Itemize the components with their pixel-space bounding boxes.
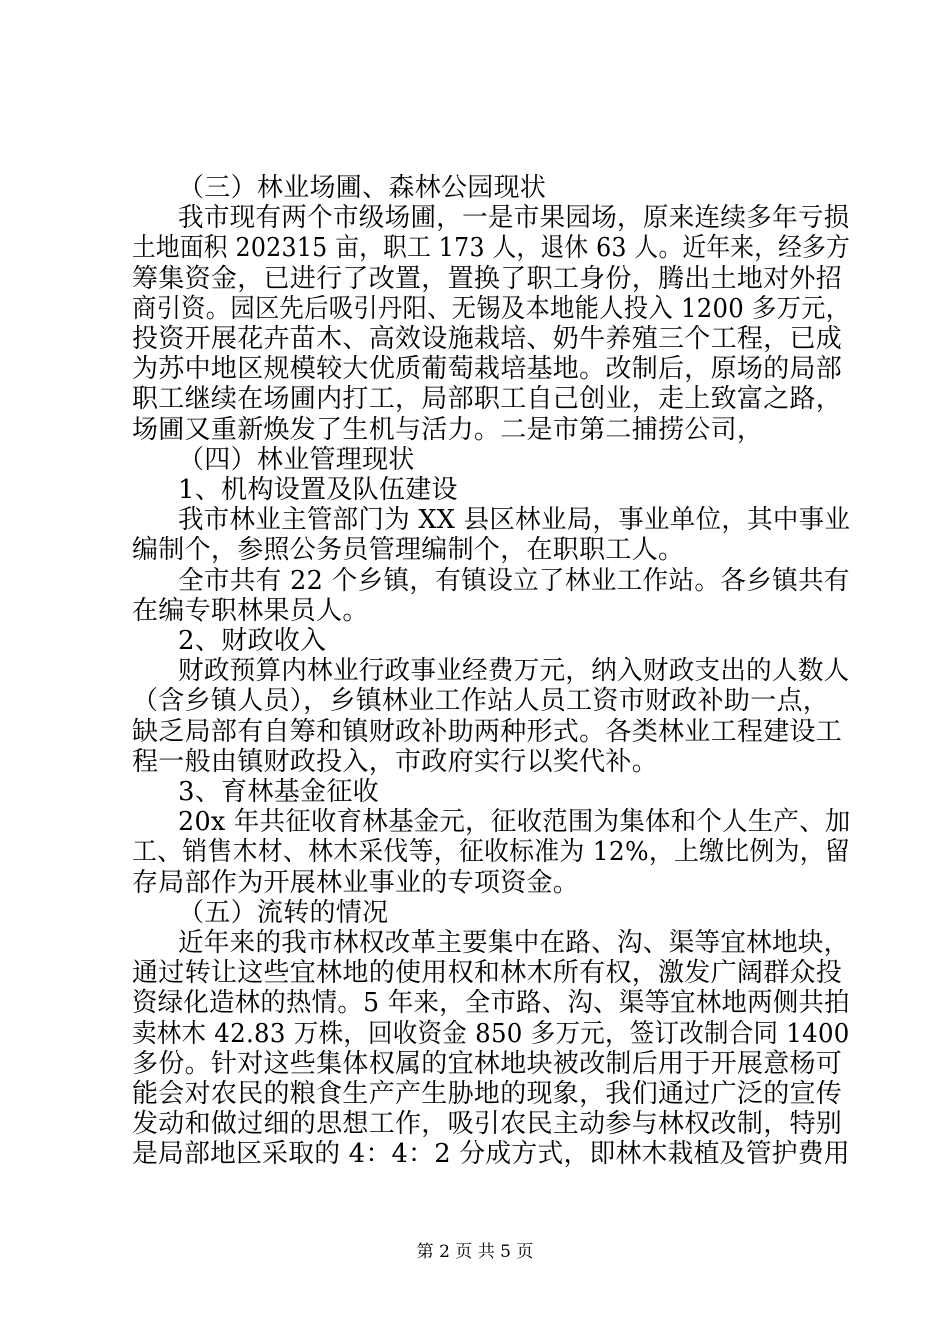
paragraph-line: 多份。针对这些集体权属的宜林地块被改制后用于开展意杨可 xyxy=(132,1048,843,1079)
paragraph-line: 土地面积 202315 亩，职工 173 人，退休 63 人。近年来，经多方 xyxy=(132,233,850,264)
paragraph-line: 缺乏局部有自筹和镇财政补助两种形式。各类林业工程建设工 xyxy=(132,716,843,747)
paragraph-line: 能会对农民的粮食生产产生胁地的现象，我们通过广泛的宣传 xyxy=(132,1079,843,1109)
paragraph-line: 商引资。园区先后吸引丹阳、无锡及本地能人投入 1200 多万元， xyxy=(132,293,851,324)
section-heading-3: （三）林业场圃、森林公园现状 xyxy=(178,173,547,203)
paragraph-line: 通过转让这些宜林地的使用权和林木所有权，激发广阔群众投 xyxy=(132,958,843,989)
paragraph-line: 财政预算内林业行政事业经费万元，纳入财政支出的人数人 xyxy=(178,656,850,687)
paragraph-line: 存局部作为开展林业事业的专项资金。 xyxy=(132,867,580,898)
paragraph-line: 筹集资金，已进行了改置，置换了职工身份，腾出土地对外招 xyxy=(132,263,843,294)
paragraph-line: 在编专职林果员人。 xyxy=(132,595,369,626)
paragraph-line: 卖林木 42.83 万株，回收资金 850 多万元，签订改制合同 1400 xyxy=(132,1018,850,1049)
section-heading-4: （四）林业管理现状 xyxy=(178,444,415,475)
paragraph-line: 发动和做过细的思想工作，吸引农民主动参与林权改制，特别 xyxy=(132,1109,843,1140)
subsection-heading-1: 1、机构设置及队伍建设 xyxy=(178,475,458,505)
paragraph-line: 我市现有两个市级场圃，一是市果园场，原来连续多年亏损 xyxy=(178,203,850,234)
paragraph-line: 职工继续在场圃内打工，局部职工自己创业，走上致富之路， xyxy=(132,384,843,415)
paragraph-line: 我市林业主管部门为 XX 县区林业局，事业单位，其中事业 xyxy=(178,505,851,536)
subsection-heading-2: 2、财政收入 xyxy=(178,626,327,656)
paragraph-line: 全市共有 22 个乡镇，有镇设立了林业工作站。各乡镇共有 xyxy=(178,565,850,596)
paragraph-line: 20x 年共征收育林基金元，征收范围为集体和个人生产、加 xyxy=(178,807,851,838)
paragraph-line: 工、销售木材、林木采伐等，征收标准为 12%，上缴比例为，留 xyxy=(132,837,851,868)
paragraph-line: 程一般由镇财政投入，市政府实行以奖代补。 xyxy=(132,746,659,777)
paragraph-line: （含乡镇人员），乡镇林业工作站人员工资市财政补助一点， xyxy=(132,686,830,717)
page-number-footer: 第 2 页 共 5 页 xyxy=(416,1242,534,1262)
section-heading-5: （五）流转的情况 xyxy=(178,897,389,928)
subsection-heading-3: 3、育林基金征收 xyxy=(178,777,379,807)
paragraph-line: 为苏中地区规模较大优质葡萄栽培基地。改制后，原场的局部 xyxy=(132,354,843,385)
paragraph-line: 投资开展花卉苗木、高效设施栽培、奶牛养殖三个工程，已成 xyxy=(132,324,843,354)
paragraph-line: 资绿化造林的热情。5 年来，全市路、沟、渠等宜林地两侧共拍 xyxy=(132,988,850,1019)
paragraph-line: 场圃又重新焕发了生机与活力。二是市第二捕捞公司， xyxy=(132,414,764,445)
paragraph-line: 编制个，参照公务员管理编制个，在职职工人。 xyxy=(132,535,685,566)
paragraph-line: 是局部地区采取的 4：4：2 分成方式，即林木栽植及管护费用 xyxy=(132,1139,850,1170)
paragraph-line: 近年来的我市林权改革主要集中在路、沟、渠等宜林地块， xyxy=(178,928,850,958)
